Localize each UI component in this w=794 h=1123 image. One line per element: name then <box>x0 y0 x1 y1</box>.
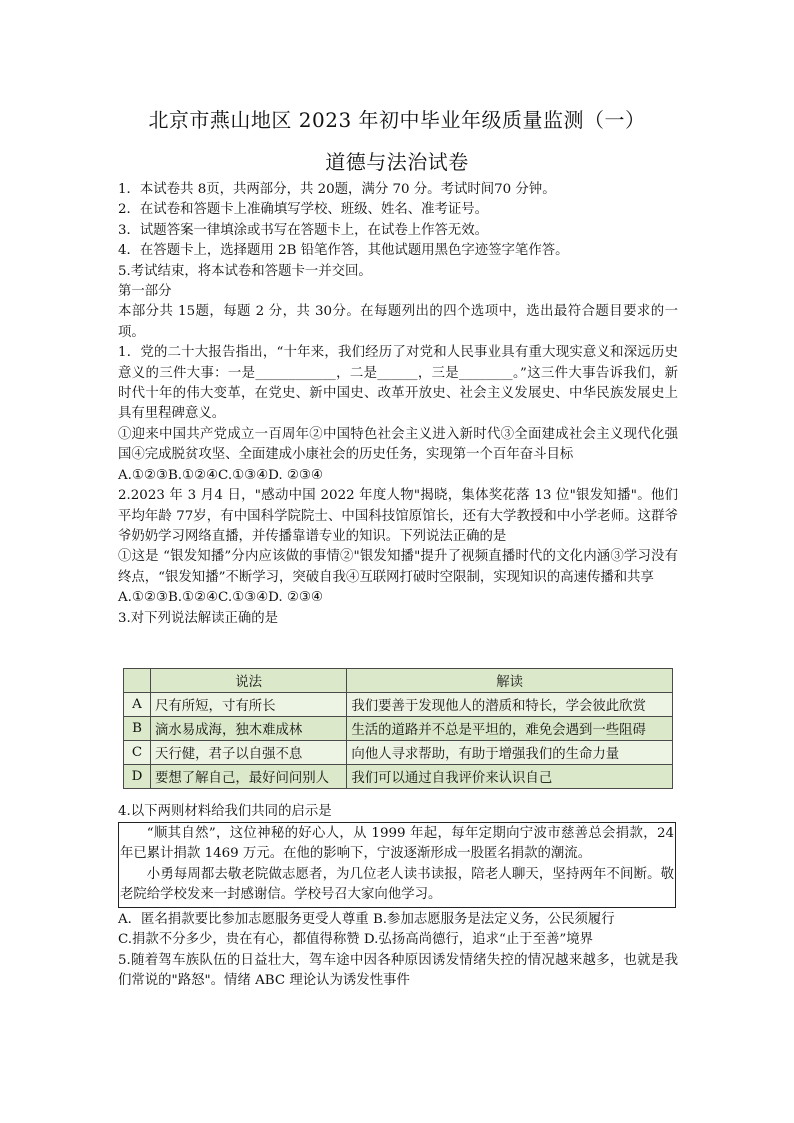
q3-row-saying: 天行健，君子以自强不息 <box>151 741 347 765</box>
q3-header-blank <box>124 669 151 693</box>
q5-stem: 5.随着驾车族队伍的日益壮大，驾车途中因各种原因诱发情绪失控的情况越来越多，也就是我们常说的"路怒"。情绪 ABC 理论认为诱发性事件 <box>118 952 678 989</box>
q1-stem: 1．党的二十大报告指出，“十年来，我们经历了对党和人民事业具有重大现实意义和深远历史意义的三件大事：一是____________，二是______，三是________。”这三件大事告诉我们，新时代十年的伟大变革，在党史、新中国史、改革开放史、社会主义发展史、中华民族发展史上具有里程碑意义。 <box>118 345 678 422</box>
q3-table <box>123 668 673 789</box>
instruction-1: 1．本试卷共 8页，共两部分，共 20题，满分 70 分。考试时间70 分钟。 <box>118 182 556 197</box>
exam-subtitle: 道德与法治试卷 <box>325 150 469 174</box>
instruction-4: 4．在答题卡上，选择题用 2B 铅笔作答，其他试题用黑色字迹签字笔作答。 <box>118 243 569 259</box>
q2-stem: 2.2023 年 3 月4 日，"感动中国 2022 年度人物"揭晓，集体奖花落 13 位"银发知播"。他们平均年龄 77岁，有中国科学院院士、中国科技馆原馆长，还有大学教授和中小学老师。这群爷爷奶奶学习网络直播，并传播靠谱专业的知识。下列说法正确的是 <box>118 488 678 544</box>
q2-items: ①这是 “银发知播”分内应该做的事情②"银发知播"提升了视频直播时代的文化内涵③学习没有终点，“银发知播”不断学习，突破自我④互联网打破时空限制，实现知识的高速传播和共享 <box>118 549 678 585</box>
instruction-2: 2．在试卷和答题卡上准确填写学校、班级、姓名、准考证号。 <box>118 202 489 218</box>
q1-options: A.①②③B.①②④C.①③④D. ②③④ <box>118 467 323 483</box>
instruction-3: 3．试题答案一律填涂或书写在答题卡上，在试卷上作答无效。 <box>118 222 489 238</box>
exam-title: 北京市燕山地区 2023 年初中毕业年级质量监测（一） <box>148 108 646 132</box>
table-row <box>124 765 673 789</box>
table-row <box>124 693 673 717</box>
q3-row-reading: 我们可以通过自我评价来认识自己 <box>347 765 673 789</box>
part1-heading: 第一部分 <box>118 284 172 300</box>
q3-row-saying: 要想了解自己，最好问问别人 <box>151 765 347 789</box>
part1-description: 本部分共 15题，每题 2 分，共 30分。在每题列出的四个选项中，选出最符合题目要求的一项。 <box>118 304 678 340</box>
q3-row-reading: 向他人寻求帮助，有助于增强我们的生命力量 <box>347 741 673 765</box>
q4-stem: 4.以下两则材料给我们共同的启示是 <box>118 804 332 819</box>
q3-row-reading: 我们要善于发现他人的潜质和特长，学会彼此欣赏 <box>347 693 673 717</box>
q2-options: A.①②③B.①②④C.①③④D. ②③④ <box>118 590 323 606</box>
table-row <box>124 741 673 765</box>
q4-material-2: 小勇每周都去敬老院做志愿者，为几位老人读书读报，陪老人聊天，坚持两年不间断。敬老院给学校发来一封感谢信。学校号召大家向他学习。 <box>120 866 674 903</box>
q3-row-saying: 尺有所短，寸有所长 <box>151 693 347 717</box>
instruction-5: 5.考试结束，将本试卷和答题卡一并交回。 <box>118 263 372 279</box>
q3-table-header <box>124 669 673 693</box>
q4-options-and-q5 <box>118 910 678 992</box>
q4-material-1: “顺其自然”，这位神秘的好心人，从 1999 年起，每年定期向宁波市慈善总会捐款，24 年已累计捐款 1469 万元。在他的影响下，宁波逐渐形成一股匿名捐款的潮流。 <box>120 826 674 862</box>
q3-row-key: B <box>124 717 151 741</box>
q4-option-cd: C.捐款不分多少，贵在有心，都值得称赞 D.弘扬高尚德行，追求“止于至善”境界 <box>118 932 593 948</box>
q3-row-saying: 滴水易成海，独木难成林 <box>151 717 347 741</box>
q3-row-reading: 生活的道路并不总是平坦的，难免会遇到一些阻碍 <box>347 717 673 741</box>
q4-option-ab: A．匿名捐款要比参加志愿服务更受人尊重 B.参加志愿服务是法定义务，公民须履行 <box>118 912 615 927</box>
q3-row-key: C <box>124 741 151 765</box>
q3-row-key: D <box>124 765 151 789</box>
q3-stem: 3.对下列说法解读正确的是 <box>118 610 279 626</box>
q4-materials <box>120 824 674 906</box>
q3-header-reading: 解读 <box>347 669 673 693</box>
q1-items: ①迎来中国共产党成立一百周年②中国特色社会主义进入新时代③全面建成社会主义现代化强国④完成脱贫攻坚、全面建成小康社会的历史任务，实现第一个百年奋斗目标 <box>118 426 678 463</box>
instructions-and-q1-q2 <box>118 180 678 629</box>
table-row <box>124 717 673 741</box>
q3-header-saying: 说法 <box>151 669 347 693</box>
q3-row-key: A <box>124 693 151 717</box>
